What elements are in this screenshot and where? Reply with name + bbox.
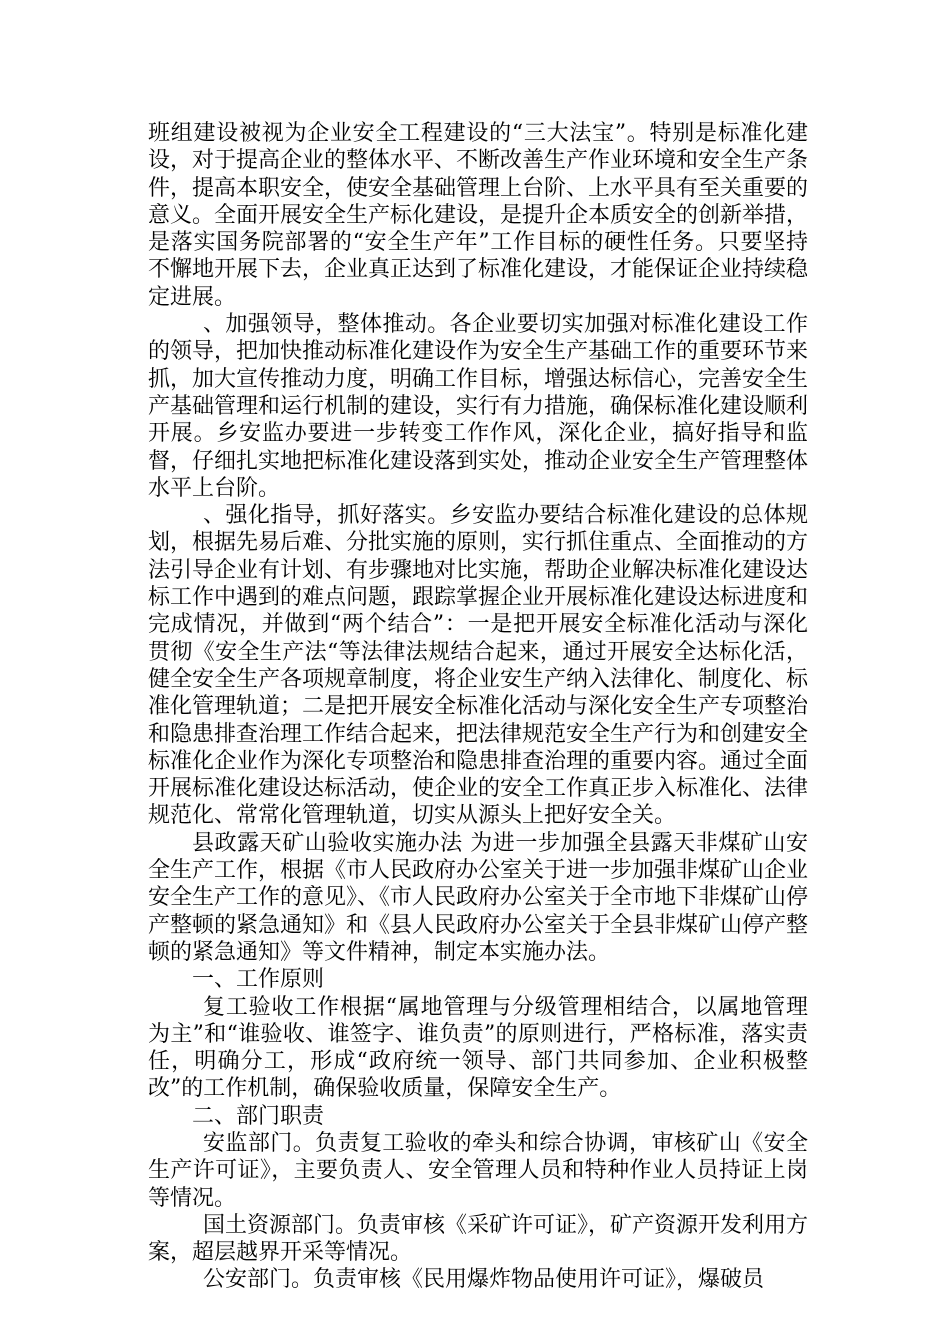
section-heading-principles: 一、工作原则 (192, 967, 325, 993)
section-heading-duties: 二、部门职责 (192, 1103, 325, 1129)
paragraph-land-dept: 国土资源部门。负责审核《采矿许可证》，矿产资源开发利用方案，超层越界开采等情况。 (148, 1212, 809, 1266)
paragraph-principles: 复工验收工作根据“属地管理与分级管理相结合，以属地管理为主”和“谁验收、谁签字、谁负责”的原则进行，严格标准，落实责任，明确分工，形成“政府统一领导、部门共同参加、企业积极整改”的工作机制，确保验收质量，保障安全生产。 (148, 994, 808, 1102)
paragraph-mine-acceptance: 县政露天矿山验收实施办法 为进一步加强全县露天非煤矿山安全生产工作，根据《市人民政府办公室关于进一步加强非煤矿山企业安全生产工作的意见》、《市人民政府办公室关于全市地下非煤矿山停产整顿的紧急通知》和《县人民政府办公室关于全县非煤矿山停产整顿的紧急通知》等文件精神，制定本实施办法。 (148, 830, 809, 965)
paragraph-safety-dept: 安监部门。负责复工验收的牵头和综合协调，审核矿山《安全生产许可证》，主要负责人、安全管理人员和特种作业人员持证上岗等情况。 (148, 1130, 808, 1211)
paragraph-leadership: 、加强领导，整体推动。各企业要切实加强对标准化建设工作的领导，把加快推动标准化建设作为安全生产基础工作的重要环节来抓，加大宣传推动力度，明确工作目标，增强达标信心，完善安全生产基础管理和运行机制的建设，实行有力措施，确保标准化建设顺利开展。乡安监办要进一步转变工作作风，深化企业，搞好指导和监督，仔细扎实地把标准化建设落到实处，推动企业安全生产管理整体水平上台阶。 (148, 312, 809, 501)
paragraph-guidance: 、强化指导，抓好落实。乡安监办要结合标准化建设的总体规划，根据先易后难、分批实施的原则，实行抓住重点、全面推动的方法引导企业有计划、有步骤地对比实施，帮助企业解决标准化建设达标工作中遇到的难点问题，跟踪掌握企业开展标准化建设达标进度和完成情况，并做到“两个结合”：一是把开展安全标准化活动与深化贯彻《安全生产法“等法律法规结合起来，通过开展安全达标化活，健全安全生产各项规章制度，将企业安生产纳入法律化、制度化、标准化管理轨道；二是把开展安全标准化活动与深化安全生产专项整治和隐患排查治理工作结合起来，把法律规范安全生产行为和创建安全标准化企业作为深化专项整治和隐患排查治理的重要内容。通过全面开展标准化建设达标活动，使企业的安全工作真正步入标准化、法律规范化、常常化管理轨道，切实从源头上把好安全关。 (148, 503, 809, 829)
paragraph-police-dept: 公安部门。负责审核《民用爆炸物品使用许可证》，爆破员 (203, 1267, 765, 1293)
paragraph-intro: 班组建设被视为企业安全工程建设的“三大法宝”。特别是标准化建设，对于提高企业的整体水平、不断改善生产作业环境和安全生产条件，提高本职安全，使安全基础管理上台阶、上水平具有至关重要的意义。全面开展安全生产标化建设，是提升企本质安全的创新举措，是落实国务院部署的“安全生产年”工作目标的硬性任务。只要坚持不懈地开展下去，企业真正达到了标准化建设，才能保证企业持续稳定进展。 (148, 121, 809, 310)
document-body (148, 120, 808, 1294)
